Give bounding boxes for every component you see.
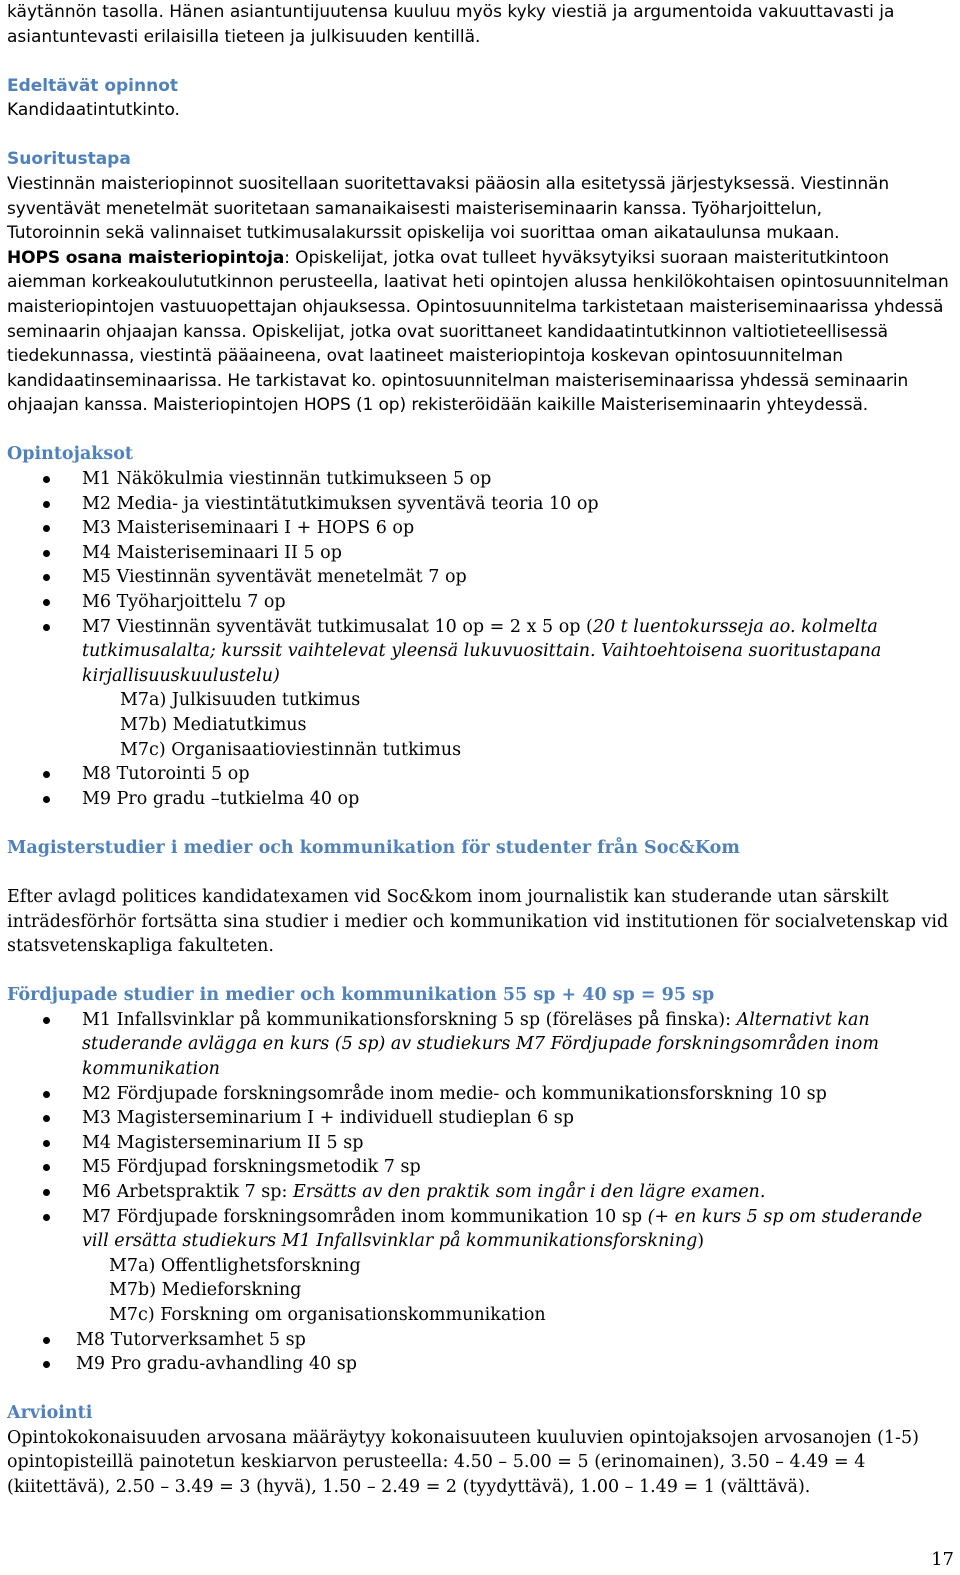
sub-item: M7b) Mediatutkimus	[120, 714, 307, 735]
document-page	[7, 0, 952, 1500]
grading-text: Opintokokonaisuuden arvosana määräytyy kokonaisuuteen kuuluvien opintojaksojen arvosanojen (1-5) opintopisteillä painotetun keskiarvon perusteella: 4.50 – 5.00 = 5 (erinomainen), 3.50 – 4.49 = 4 (kiitettävä), 2.50 – 3.49 = 3 (hyvä), 1.50 – 2.49 = 2 (tyydyttävä), 1.00 – 1.49 = 1 (välttävä).	[7, 1427, 919, 1497]
sub-item: M7c) Organisaatioviestinnän tutkimus	[120, 739, 462, 760]
list-item-m1	[7, 1008, 952, 1082]
list-item: M9 Pro gradu –tutkielma 40 op	[7, 787, 952, 812]
m1-italic: Alternativt kan studerande avlägga en kurs (5 sp) av studiekurs M7 Fördjupade forskningsområden inom kommunikation	[82, 1009, 879, 1079]
m1-main: M1 Infallsvinklar på kommunikationsforskning 5 sp (föreläses på finska):	[82, 1009, 737, 1030]
list-item: M2 Media- ja viestintätutkimuksen syventävä teoria 10 op	[7, 492, 952, 517]
advanced-heading: Fördjupade studier in medier och kommunikation 55 sp + 40 sp = 95 sp	[7, 985, 715, 1006]
hops-text: : Opiskelijat, jotka ovat tulleet hyväksytyiksi suoraan maisteritutkintoon aiemman korkeakoulututkinnon perusteella, laativat heti opintojen alussa henkilökohtaisen opintosuunnitelman maisteriopintojen vastuuopettajan ohjauksessa. Opintosuunnitelma tarkistetaan maisteriseminaarissa yhdessä seminaarin ohjaajan kanssa. Opiskelijat, jotka ovat suorittaneet kandidaatintutkinnon valtiotieteellisessä tiedekunnassa, viestintä pääaineena, ovat laatineet maisteriopintoja koskevan opintosuunnitelman kandidaatinseminaarissa. He tarkistavat ko. opintosuunnitelman maisteriseminaarissa yhdessä seminaarin ohjaajan kanssa. Maisteriopintojen HOPS (1 op) rekisteröidään kaikille Maisteriseminaarin yhteydessä.	[7, 247, 949, 416]
courses-list-end	[7, 762, 952, 811]
adv-m7-main: M7 Fördjupade forskningsområden inom kommunikation 10 sp	[82, 1206, 648, 1227]
hops-label: HOPS osana maisteriopintoja	[7, 247, 285, 268]
prereq-text: Kandidaatintutkinto.	[7, 100, 180, 121]
adv-m7-italic: (+ en kurs 5 sp om studerande vill ersätta studiekurs M1 Infallsvinklar på kommunikationsforskning	[82, 1206, 923, 1252]
list-item: M4 Maisteriseminaari II 5 op	[7, 541, 952, 566]
m6-main: M6 Arbetspraktik 7 sp:	[82, 1181, 293, 1202]
courses-list	[7, 467, 952, 688]
list-item: M4 Magisterseminarium II 5 sp	[7, 1131, 952, 1156]
method-line-3: Tutoroinnin sekä valinnaiset tutkimusalakurssit opiskelija voi suorittaa oman aikataulunsa mukaan.	[7, 223, 840, 244]
intro-line-1: käytännön tasolla. Hänen asiantuntijuutensa kuuluu myös kyky viestiä ja argumentoida vakuuttavasti ja	[7, 2, 895, 22]
list-item: M8 Tutorointi 5 op	[7, 762, 952, 787]
advanced-list-end	[7, 1328, 952, 1377]
intro-line-2: asiantuntevasti erilaisilla tieteen ja julkisuuden kentillä.	[7, 26, 481, 47]
list-item: M9 Pro gradu-avhandling 40 sp	[7, 1352, 952, 1377]
sub-item: M7c) Forskning om organisationskommunikation	[109, 1304, 546, 1325]
list-item-m7	[7, 1205, 952, 1254]
m6-italic: Ersätts av den praktik som ingår i den lägre examen.	[292, 1181, 766, 1202]
list-item-m7	[7, 615, 952, 689]
list-item-m6	[7, 1180, 952, 1205]
list-item: M5 Viestinnän syventävät menetelmät 7 op	[7, 565, 952, 590]
swedish-heading: Magisterstudier i medier och kommunikation för studenter från Soc&Kom	[7, 837, 740, 858]
list-item: M3 Magisterseminarium I + individuell studieplan 6 sp	[7, 1106, 952, 1131]
sub-item: M7a) Offentlighetsforskning	[109, 1255, 361, 1276]
list-item: M1 Näkökulmia viestinnän tutkimukseen 5 op	[7, 467, 952, 492]
m7-main: M7 Viestinnän syventävät tutkimusalat 10 op = 2 x 5 op (	[82, 616, 593, 637]
prereq-heading: Edeltävät opinnot	[7, 75, 179, 96]
sub-item: M7a) Julkisuuden tutkimus	[120, 690, 361, 711]
method-heading: Suoritustapa	[7, 149, 131, 170]
sub-item: M7b) Medieforskning	[109, 1280, 302, 1301]
list-item: M3 Maisteriseminaari I + HOPS 6 op	[7, 516, 952, 541]
list-item: M5 Fördjupad forskningsmetodik 7 sp	[7, 1155, 952, 1180]
method-line-1: Viestinnän maisteriopinnot suositellaan suoritettavaksi pääosin alla esitetyssä järjestyksessä. Viestinnän	[7, 173, 889, 194]
adv-m7-close: )	[697, 1231, 705, 1252]
m7-italic: 20 t luentokursseja ao. kolmelta tutkimusalalta; kurssit vaihtelevat yleensä lukuvuosittain. Vaihtoehtoisena suoritustapana kirjallisuuskuulustelu)	[82, 616, 882, 686]
list-item: M6 Työharjoittelu 7 op	[7, 590, 952, 615]
page-number: 17	[931, 1549, 954, 1571]
grading-heading: Arviointi	[7, 1403, 93, 1424]
method-line-2: syventävät menetelmät suoritetaan samanaikaisesti maisteriseminaarin kanssa. Työharjoittelun,	[7, 198, 822, 219]
advanced-list	[7, 1008, 952, 1254]
swedish-text: Efter avlagd politices kandidatexamen vid Soc&kom inom journalistik kan studerande utan särskilt inträdesförhör fortsätta sina studier i medier och kommunikation vid institutionen för socialvetenskap vid statsvetenskapliga fakulteten.	[7, 886, 949, 957]
list-item: M2 Fördjupade forskningsområde inom medie- och kommunikationsforskning 10 sp	[7, 1082, 952, 1107]
hops-paragraph	[7, 246, 952, 418]
courses-heading: Opintojaksot	[7, 444, 134, 465]
list-item: M8 Tutorverksamhet 5 sp	[7, 1328, 952, 1353]
